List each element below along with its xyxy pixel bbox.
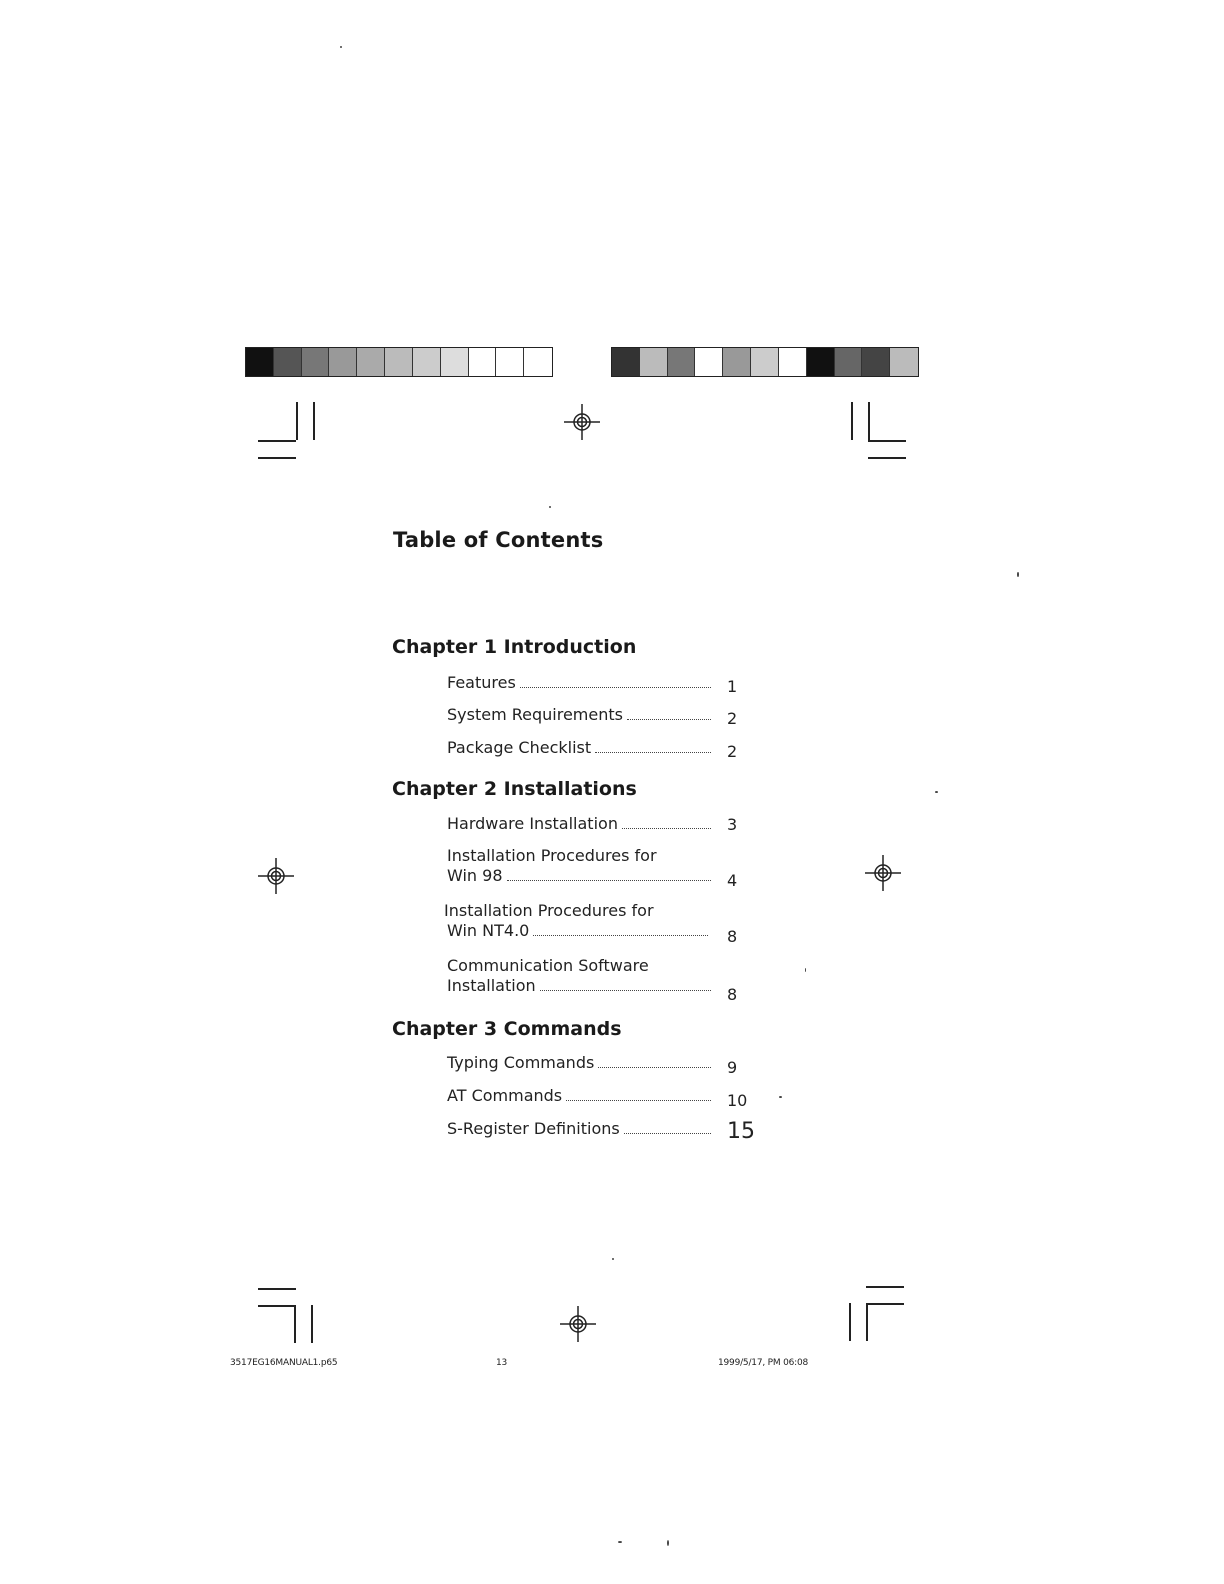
toc-entry (447, 738, 715, 757)
registration-mark-bottom-icon (558, 1304, 598, 1344)
registration-mark-top-icon (562, 402, 602, 442)
scan-speck (612, 1258, 614, 1260)
toc-entry-page: 2 (727, 742, 738, 761)
chapter-heading-2: Chapter 2 Installations (392, 778, 637, 800)
toc-entry-label: S-Register Definitions (447, 1119, 620, 1138)
toc-entry-label-cont: Installation (447, 976, 536, 995)
toc-entry-label: Features (447, 673, 516, 692)
toc-entry-page: 9 (727, 1058, 738, 1077)
toc-entry-label: Communication Software (447, 956, 649, 975)
footer-page-number: 13 (496, 1358, 508, 1368)
toc-entry-label-cont: Win 98 (447, 866, 503, 885)
toc-entry-page: 15 (727, 1119, 755, 1144)
toc-entry-page: 1 (727, 677, 738, 696)
toc-entry-label: AT Commands (447, 1086, 563, 1105)
color-bar-right (611, 347, 919, 377)
toc-entry (447, 846, 715, 885)
toc-entry (447, 956, 715, 995)
toc-entry (447, 673, 715, 692)
toc-entry-label: System Requirements (447, 705, 623, 724)
toc-entry (447, 1119, 715, 1138)
toc-entry-label: Hardware Installation (447, 814, 618, 833)
scan-speck (667, 1540, 669, 1546)
toc-entry-label: Installation Procedures for (447, 846, 657, 865)
scan-speck (549, 506, 551, 508)
page-title: Table of Contents (393, 528, 604, 552)
toc-entry-label-cont: Win NT4.0 (447, 921, 530, 940)
scan-speck (618, 1541, 622, 1543)
toc-entry (447, 705, 715, 724)
toc-entry-page: 2 (727, 709, 738, 728)
toc-entry-page: 8 (727, 927, 738, 946)
registration-mark-right-icon (863, 853, 903, 893)
chapter-heading-1: Chapter 1 Introduction (392, 636, 637, 658)
toc-entry-label: Typing Commands (447, 1053, 595, 1072)
toc-entry (447, 1086, 715, 1105)
toc-entry-page: 10 (727, 1091, 748, 1110)
toc-entry (444, 901, 712, 940)
footer-filename: 3517EG16MANUAL1.p65 (230, 1358, 338, 1368)
registration-mark-left-icon (256, 856, 296, 896)
toc-entry-label: Package Checklist (447, 738, 592, 757)
toc-entry (447, 814, 715, 833)
scan-speck (805, 968, 806, 972)
toc-entry-page: 3 (727, 815, 738, 834)
scan-speck (340, 46, 342, 48)
scan-speck (935, 791, 938, 793)
color-bar-left (245, 347, 553, 377)
scan-speck (1017, 572, 1019, 577)
footer-timestamp: 1999/5/17, PM 06:08 (718, 1358, 809, 1368)
toc-entry-page: 4 (727, 871, 738, 890)
scan-speck (779, 1096, 782, 1098)
toc-entry-page: 8 (727, 985, 738, 1004)
chapter-heading-3: Chapter 3 Commands (392, 1018, 622, 1040)
toc-entry-label: Installation Procedures for (444, 901, 654, 920)
toc-entry (447, 1053, 715, 1072)
